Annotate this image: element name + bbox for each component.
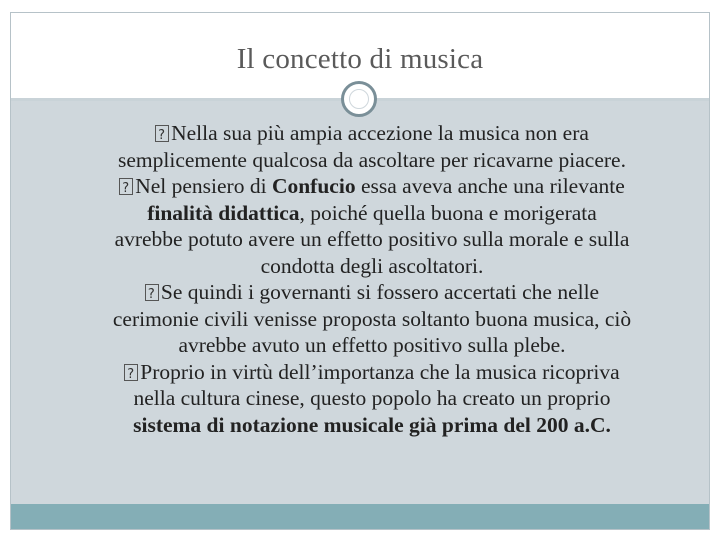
p2-line3: avrebbe potuto avere un effetto positivo sulla morale e sulla — [114, 227, 630, 251]
p2-line1-bold: Confucio — [271, 174, 356, 198]
p3-line3: avrebbe avuto un effetto positivo sulla plebe. — [178, 333, 566, 357]
bottom-accent-bar — [11, 504, 709, 529]
p3-line2: cerimonie civili venisse proposta soltanto buona musica, ciò — [112, 306, 632, 331]
p4-line1: Proprio in virtù dell’importanza che la musica ricopriva — [140, 359, 620, 384]
paragraph-2 — [32, 173, 712, 279]
p2-line2-bold: finalità didattica — [147, 200, 300, 225]
paragraph-4 — [32, 359, 712, 439]
missing-glyph-box-icon — [119, 178, 133, 195]
p4-line2: nella cultura cinese, questo popolo ha creato un proprio — [133, 386, 611, 410]
p3-line1: Se quindi i governanti si fossero accertati che nelle — [160, 280, 600, 304]
paragraph-3 — [32, 279, 712, 359]
p4-bold-line: sistema di notazione musicale già prima del 200 a.C. — [133, 412, 611, 437]
missing-glyph-box-icon — [155, 125, 169, 142]
paragraph-1 — [32, 120, 712, 173]
slide-title: Il concetto di musica — [236, 43, 484, 75]
slide-body — [32, 120, 712, 438]
ring-inner — [349, 89, 369, 109]
p2-line1-pre: Nel pensiero di — [135, 174, 272, 198]
circle-ring-icon — [341, 81, 377, 117]
p1-line1: Nella sua più ampia accezione la musica non era — [171, 121, 589, 145]
p1-line2: semplicemente qualcosa da ascoltare per ricavarne piacere. — [118, 147, 626, 172]
p2-line1-post: essa aveva anche una rilevante — [355, 174, 625, 198]
p2-line4: condotta degli ascoltatori. — [260, 253, 484, 278]
missing-glyph-box-icon — [145, 284, 159, 301]
p2-line2-post: , poiché quella buona e morigerata — [299, 200, 597, 225]
missing-glyph-box-icon — [124, 364, 138, 381]
